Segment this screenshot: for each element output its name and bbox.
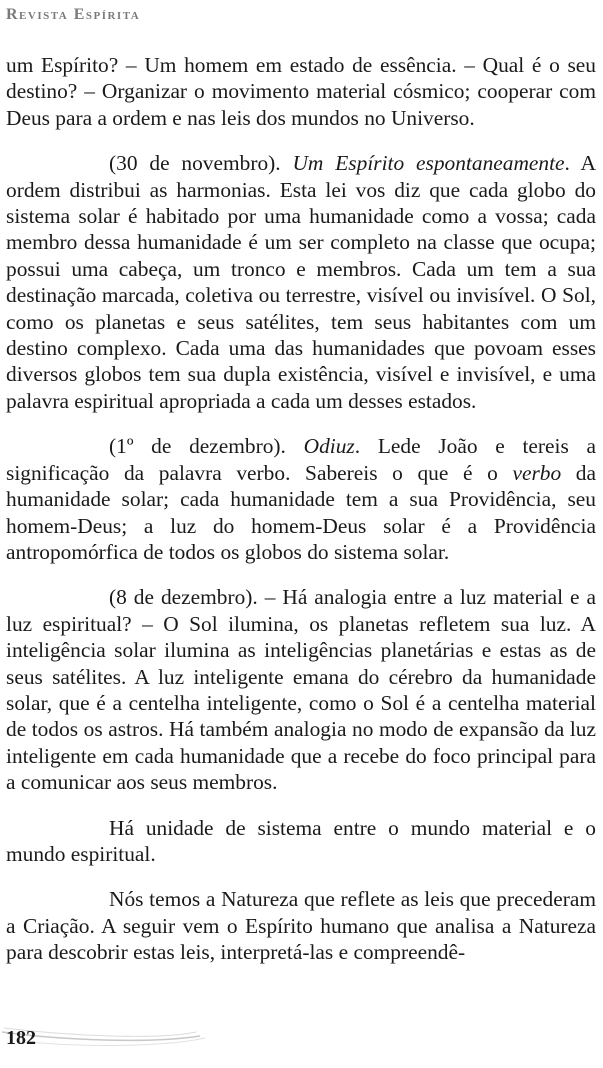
text-run: . Lede João e tereis a significação da palavra verbo. Sabereis o que é o [6, 434, 597, 485]
paragraph [6, 433, 596, 565]
text-run: (30 de novembro). [109, 151, 293, 176]
italic-text: Um Espírito espontaneamente [292, 151, 565, 176]
text-run: Há unidade de sistema entre o mundo material e o mundo espiritual. [6, 815, 596, 866]
paragraph [6, 584, 596, 795]
paragraph [6, 150, 596, 414]
text-run: (8 de dezembro). – Há analogia entre a luz material e a luz espiritual? – O Sol ilumina, os planetas refletem sua luz. A inteligência solar ilumina as inteligências planetárias e estas as de seus satélites. A luz inteligente emana do cérebro da humanidade solar, que é a centelha inteligente, como o Sol é a centelha material de todos os astros. Há também analogia no modo de expansão da luz inteligente em cada humanidade que a recebe do foco principal para a comunicar aos seus membros. [6, 585, 596, 795]
text-run: . A ordem distribui as harmonias. Esta lei vos diz que cada globo do sistema solar é habitado por uma humanidade como a vossa; cada membro dessa humanidade é um ser completo na classe que ocupa; possui uma cabeça, um tronco e membros. Cada um tem a sua destinação marcada, coletiva ou terrestre, visível ou invisível. O Sol, como os planetas e seus satélites, tem seus habitantes com um destino complexo. Cada uma das humanidades que povoam esses diversos globos tem sua dupla existência, visível e invisível, e uma palavra espiritual apropriada a cada um desses estados. [6, 151, 597, 413]
page-body [6, 52, 596, 966]
paragraph [6, 52, 596, 131]
italic-text: verbo [512, 460, 562, 485]
running-header: Revista Espírita [6, 6, 141, 23]
paragraph [6, 886, 596, 965]
paragraph [6, 815, 596, 868]
text-run: Nós temos a Natureza que reflete as leis que precederam a Criação. A seguir vem o Espírito humano que analisa a Natureza para descobrir estas leis, interpretá-las e compreendê- [6, 887, 596, 965]
page-number: 182 [6, 1027, 36, 1049]
text-run: da humanidade solar; cada humanidade tem a sua Providência, seu homem-Deus; a luz do homem-Deus solar é a Providência antropomórfica de todos os globos do sistema solar. [6, 460, 596, 564]
text-run: (1º de dezembro). [109, 434, 304, 459]
italic-text: Odiuz [303, 434, 355, 459]
text-run: um Espírito? – Um homem em estado de essência. – Qual é o seu destino? – Organizar o movimento material cósmico; cooperar com Deus para a ordem e nas leis dos mundos no Universo. [6, 53, 596, 130]
